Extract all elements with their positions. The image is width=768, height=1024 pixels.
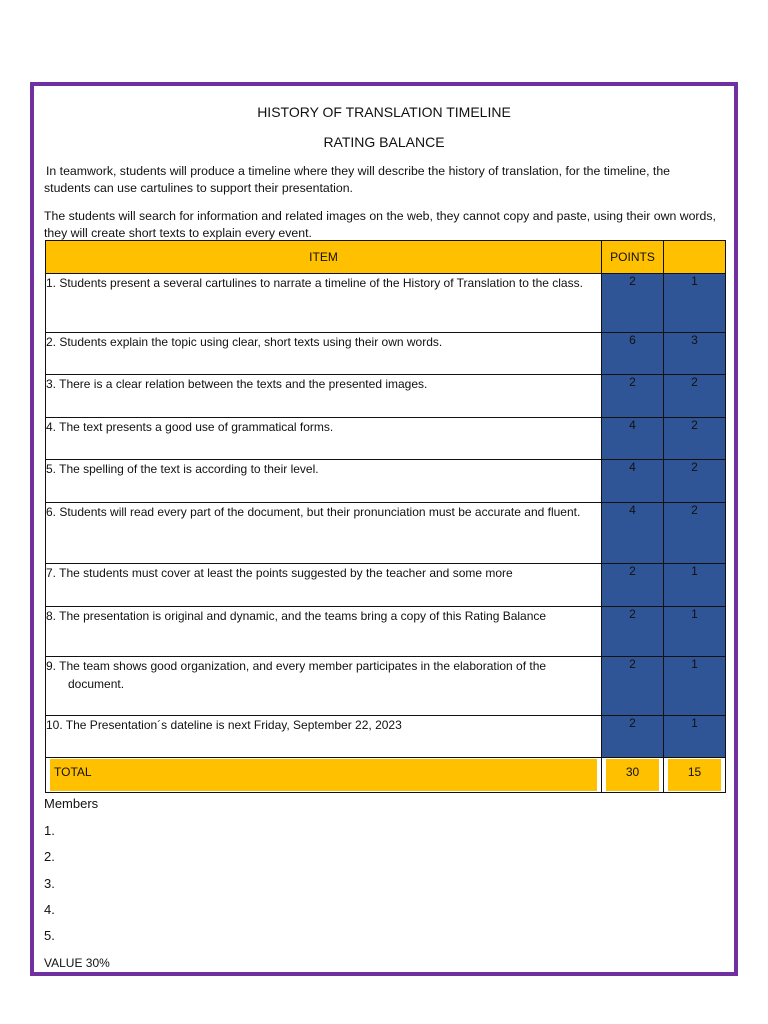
row-item-text: 1. Students present a several cartulines to narrate a timeline of the History of Translation to the class. <box>46 276 583 290</box>
row-points: 2 <box>602 375 664 418</box>
intro-paragraph-1: In teamwork, students will produce a timeline where they will describe the history of translation, for the timeline, the students can use cartulines to support their presentation. <box>44 164 671 195</box>
row-points: 2 <box>602 607 664 657</box>
total-row <box>46 758 726 793</box>
total-points: 30 <box>606 759 659 791</box>
members-label: Members <box>44 796 99 811</box>
member-line-4: 4. <box>44 902 55 917</box>
row-score: 3 <box>664 333 726 375</box>
row-score: 2 <box>664 503 726 564</box>
column-header-points: POINTS <box>602 241 664 274</box>
table-row <box>46 503 726 564</box>
row-score: 1 <box>664 607 726 657</box>
table-row <box>46 418 726 460</box>
table-row <box>46 607 726 657</box>
table-row <box>46 460 726 503</box>
row-score: 1 <box>664 657 726 716</box>
row-points: 2 <box>602 564 664 607</box>
document-subtitle: RATING BALANCE <box>323 134 445 150</box>
row-points: 4 <box>602 503 664 564</box>
column-header-score <box>664 241 726 274</box>
row-score: 1 <box>664 716 726 758</box>
row-points: 2 <box>602 274 664 333</box>
row-item-text: 2. Students explain the topic using clear, short texts using their own words. <box>46 335 443 349</box>
row-score: 2 <box>664 375 726 418</box>
table-header-row <box>46 241 726 274</box>
document-title: HISTORY OF TRANSLATION TIMELINE <box>257 104 511 120</box>
row-score: 1 <box>664 274 726 333</box>
document-frame <box>30 82 738 976</box>
member-line-5: 5. <box>44 928 55 943</box>
table-row <box>46 375 726 418</box>
table-row <box>46 657 726 716</box>
row-item-text: 4. The text presents a good use of grammatical forms. <box>46 420 334 434</box>
row-points: 6 <box>602 333 664 375</box>
row-score: 2 <box>664 418 726 460</box>
table-row <box>46 716 726 758</box>
row-points: 4 <box>602 418 664 460</box>
table-row <box>46 274 726 333</box>
total-score: 15 <box>668 759 721 791</box>
table-row <box>46 564 726 607</box>
rating-table <box>45 240 726 793</box>
row-item-text: 3. There is a clear relation between the texts and the presented images. <box>46 377 428 391</box>
member-line-3: 3. <box>44 876 55 891</box>
row-item-text: 8. The presentation is original and dynamic, and the teams bring a copy of this Rating Balance <box>46 609 547 623</box>
member-line-1: 1. <box>44 823 55 838</box>
row-item-text: 10. The Presentation´s dateline is next Friday, September 22, 2023 <box>46 718 402 732</box>
intro-paragraph-2: The students will search for information and related images on the web, they cannot copy and paste, using their own words, they will create short texts to explain every event. <box>44 209 716 240</box>
row-points: 2 <box>602 716 664 758</box>
row-points: 2 <box>602 657 664 716</box>
value-note: VALUE 30% <box>44 956 110 970</box>
total-label: TOTAL <box>50 759 597 791</box>
row-item-text: 9. The team shows good organization, and every member participates in the elaboration of the document. <box>46 659 547 691</box>
row-score: 1 <box>664 564 726 607</box>
column-header-item: ITEM <box>46 241 602 274</box>
table-row <box>46 333 726 375</box>
row-item-text: 6. Students will read every part of the document, but their pronunciation must be accurate and fluent. <box>46 505 581 519</box>
member-line-2: 2. <box>44 849 55 864</box>
row-item-text: 7. The students must cover at least the points suggested by the teacher and some more <box>46 566 513 580</box>
row-points: 4 <box>602 460 664 503</box>
row-score: 2 <box>664 460 726 503</box>
row-item-text: 5. The spelling of the text is according to their level. <box>46 462 319 476</box>
